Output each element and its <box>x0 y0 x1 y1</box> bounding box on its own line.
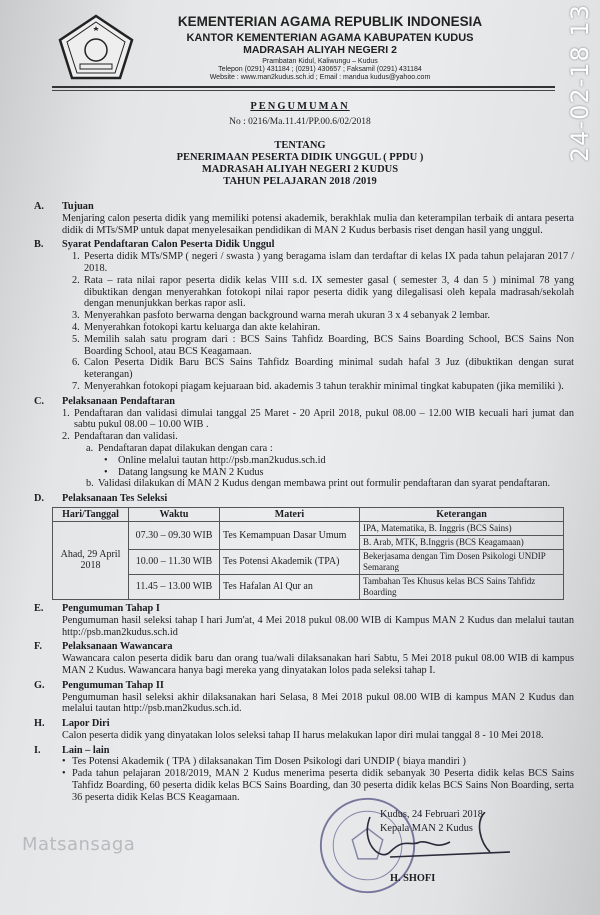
doc-subject-1: PENERIMAAN PESERTA DIDIK UNGGUL ( PPDU ) <box>176 152 424 163</box>
header-web: Website : www.man2kudus.sch.id ; Email : mandua kudus@yahoo.com <box>209 74 431 81</box>
list-item: 2. Rata – rata nilai rapor peserta didik kelas VIII s.d. IX semester gasal ( semester 3, 4 dan 5 ) minimal 78 yang dibuktikan dengan menyerahkan fotokopi nilai rapor peserta didik yang dilegalisasi oleh kepala madrasah/sekolah dengan menunjukkan berkas rapor asli. <box>72 274 574 310</box>
signature-date: Kudus, 24 Februari 2018 <box>380 808 483 820</box>
doc-number: No : 0216/Ma.11.41/PP.00.6/02/2018 <box>229 117 371 127</box>
table-cell-note: Tambahan Tes Khusus kelas BCS Sains Tahfidz Boarding <box>360 574 564 599</box>
section-c <box>34 396 574 490</box>
section-a <box>34 201 574 236</box>
list-item-text: Pendaftaran dan validasi. <box>74 431 178 443</box>
sub-item-text: Pendaftaran dapat dilakukan dengan cara : <box>98 442 273 454</box>
table-row <box>53 549 564 574</box>
bullet-item: • Pada tahun pelajaran 2018/2019, MAN 2 Kudus menerima peserta didik sebanyak 30 Peserta didik kelas BCS Sains Tahfidz Boarding, 60 peserta didik kelas BCS Sains Boarding, dan 30 peserta didik kelas BCS Sains Non Boarding, serta 36 peserta didik Kelas BCS Keagamaan. <box>62 768 574 803</box>
list-item: 5. Memilih salah satu program dari : BCS Sains Tahfidz Boarding, BCS Sains Boarding School, BCS Sains Non Boarding School, atau BCS Keagamaan. <box>72 333 574 357</box>
doc-subject-3: TAHUN PELAJARAN 2018 /2019 <box>223 176 377 187</box>
bullet-item: • Tes Potensi Akademik ( TPA ) dilaksanakan Tim Dosen Psikologi dari UNDIP ( biaya mandiri ) <box>62 756 466 768</box>
table-row <box>53 574 564 599</box>
section-letter: A. <box>34 201 45 212</box>
letterhead-rule-thin <box>52 90 555 91</box>
table-cell-note: B. Arab, MTK, B.Inggris (BCS Keagamaan) <box>360 535 564 549</box>
table-cell-subject: Tes Hafalan Al Qur an <box>220 574 360 599</box>
section-text: Pengumuman hasil seleksi akhir dilaksanakan hari Selasa, 8 Mei 2018 pukul 08.00 WIB di kampus MAN 2 Kudus dan melalui tautan http://psb.man2kudus.sch.id. <box>62 691 574 715</box>
signature-row <box>22 808 574 888</box>
signatory-name: H. SHOFI <box>390 872 436 884</box>
table-cell-time: 10.00 – 11.30 WIB <box>129 549 220 574</box>
section-b <box>34 239 574 392</box>
header-address: Prambatan Kidul, Kaliwungu – Kudus <box>262 58 378 65</box>
link-text[interactable]: Online melalui tautan http://psb.man2kudus.sch.id <box>118 454 326 466</box>
photo-timestamp: 24-02-18 13 <box>566 4 594 163</box>
section-text: Menjaring calon peserta didik yang memiliki potensi akademik, berakhlak mulia dan keterampilan terbaik di antara peserta didik di MTs/SMP untuk dapat menyelesaikan pendidikan di MAN 2 Kudus berbasis riset dengan hasil yang unggul. <box>62 212 574 236</box>
sub-item-a: a. Pendaftaran dapat dilakukan dengan cara : <box>86 442 273 454</box>
watermark: Matsansaga <box>22 833 136 855</box>
column-header: Materi <box>220 507 360 521</box>
header-phone: Telepon (0291) 431184 ; (0291) 430657 ; Faksamil (0291) 431184 <box>218 66 422 73</box>
section-h <box>34 718 574 742</box>
section-letter: C. <box>34 395 45 407</box>
section-d <box>34 493 574 600</box>
document-body <box>22 198 574 888</box>
ministry-logo <box>58 14 134 80</box>
header-line2: KANTOR KEMENTERIAN AGAMA KABUPATEN KUDUS <box>186 32 474 44</box>
table-cell-time: 11.45 – 13.00 WIB <box>129 574 220 599</box>
section-title: Lapor Diri <box>62 718 110 730</box>
list-item: 2. Pendaftaran dan validasi. <box>62 431 574 443</box>
section-letter: F. <box>34 641 42 653</box>
section-text: Pengumuman hasil seleksi tahap I hari Jum'at, 4 Mei 2018 pukul 08.00 WIB di Kampus MAN 2 Kudus dan melalui tautan http://psb.man2kudus.sch.id <box>62 614 574 638</box>
section-letter: D. <box>34 493 45 505</box>
table-cell-note: Bekerjasama dengan Tim Dosen Psikologi UNDIP Semarang <box>360 549 564 574</box>
table-cell-subject: Tes Kemampuan Dasar Umum <box>220 521 360 549</box>
signature-block <box>380 808 560 888</box>
list-item: 6. Calon Peserta Didik Baru BCS Sains Tahfidz Boarding minimal sudah hafal 3 Juz (dibuktikan dengan surat keterangan) <box>72 357 574 381</box>
section-letter: I. <box>34 744 41 756</box>
section-letter: H. <box>34 718 45 730</box>
bullet-text: Tes Potensi Akademik ( TPA ) dilaksanakan Tim Dosen Psikologi dari UNDIP ( biaya mandiri ) <box>72 756 466 768</box>
table-cell-time: 07.30 – 09.30 WIB <box>129 521 220 549</box>
list-item-text: Rata – rata nilai rapor peserta didik kelas VIII s.d. IX semester gasal ( semester 3, 4 dan 5 ) minimal 78 yang dibuktikan dengan menyerahkan fotokopi nilai rapor peserta didik yang dilegalisasi oleh kepala madrasah/sekolah dengan menunjukkan berkas rapor asli. <box>84 274 574 310</box>
sub-item-b: b. Validasi dilakukan di MAN 2 Kudus dengan membawa print out formulir pendaftaran dan syarat pendaftaran. <box>86 478 551 490</box>
list-item: 1. Peserta didik MTs/SMP ( negeri / swasta ) yang beragama islam dan terdaftar di kelas IX pada tahun pelajaran 2017 / 2018. <box>72 251 574 274</box>
list-item-text: Menyerahkan pasfoto berwarna dengan background warna merah ukuran 3 x 4 sebanyak 2 lembar. <box>84 310 491 322</box>
list-item: 1. Pendaftaran dan validasi dimulai tanggal 25 Maret - 20 April 2018, pukul 08.00 – 12.00 WIB kecuali hari jumat dan sabtu pukul 08.00 – 10.00 WIB . <box>62 407 574 431</box>
header-line3: MADRASAH ALIYAH NEGERI 2 <box>243 44 397 56</box>
table-header-row <box>53 507 564 521</box>
sub-item-text: Validasi dilakukan di MAN 2 Kudus dengan membawa print out formulir pendaftaran dan syarat pendaftaran. <box>98 478 551 490</box>
bullet-text: Pada tahun pelajaran 2018/2019, MAN 2 Kudus menerima peserta didik sebanyak 30 Peserta didik kelas BCS Sains Tahfidz Boarding, 60 peserta didik kelas BCS Sains Boarding, dan 30 peserta didik kelas BCS Sains Non Boarding, serta 36 peserta didik Kelas BCS Keagamaan. <box>72 768 574 803</box>
bullet-item: • Online melalui tautan http://psb.man2kudus.sch.id <box>104 454 326 466</box>
column-header: Keterangan <box>360 507 564 521</box>
list-item-text: Peserta didik MTs/SMP ( negeri / swasta ) yang beragama islam dan terdaftar di kelas IX pada tahun pelajaran 2017 / 2018. <box>84 251 574 274</box>
section-letter: B. <box>34 239 44 251</box>
table-cell-subject: Tes Potensi Akademik (TPA) <box>220 549 360 574</box>
list-item-text: Pendaftaran dan validasi dimulai tanggal 25 Maret - 20 April 2018, pukul 08.00 – 12.00 WIB kecuali hari jumat dan sabtu pukul 08.00 – 10.00 WIB . <box>74 407 574 431</box>
section-letter: E. <box>34 602 44 614</box>
section-e <box>34 603 574 638</box>
list-item-text: Calon Peserta Didik Baru BCS Sains Tahfidz Boarding minimal sudah hafal 3 Juz (dibuktikan dengan surat keterangan) <box>84 357 574 381</box>
section-title: Pengumuman Tahap II <box>62 679 164 691</box>
section-title: Pelaksanaan Tes Seleksi <box>62 493 168 505</box>
list-item-text: Menyerahkan fotokopi kartu keluarga dan akte kelahiran. <box>84 321 321 333</box>
bullet-item: • Datang langsung ke MAN 2 Kudus <box>104 466 264 478</box>
column-header: Hari/Tanggal <box>53 507 129 521</box>
list-item-text: Menyerahkan fotokopi piagam kejuaraan bid. akademis 3 tahun terakhir minimal tingkat kabupaten (jika memiliki ). <box>84 380 564 392</box>
section-title: Pelaksanaan Wawancara <box>62 641 173 653</box>
section-title: Pengumuman Tahap I <box>62 602 160 614</box>
section-i <box>34 745 574 804</box>
table-cell-date: Ahad, 29 April 2018 <box>53 521 129 599</box>
doc-tentang: TENTANG <box>274 140 326 151</box>
section-title: Pelaksanaan Pendaftaran <box>62 395 175 407</box>
list-item: 7. Menyerahkan fotokopi piagam kejuaraan bid. akademis 3 tahun terakhir minimal tingkat kabupaten (jika memiliki ). <box>72 381 574 393</box>
list-item-text: Memilih salah satu program dari : BCS Sains Tahfidz Boarding, BCS Sains Boarding School, BCS Sains Non Boarding School, atau BCS Keagamaan. <box>84 333 574 357</box>
table-cell-note: IPA, Matematika, B. Inggris (BCS Sains) <box>360 521 564 535</box>
bullet-text: Datang langsung ke MAN 2 Kudus <box>118 466 264 478</box>
section-text: Calon peserta didik yang dinyatakan lolos seleksi tahap II harus melakukan lapor diri mulai tanggal 8 - 10 Mei 2018. <box>62 729 544 741</box>
section-g <box>34 680 574 715</box>
section-title: Tujuan <box>62 201 94 212</box>
section-title: Syarat Pendaftaran Calon Peserta Didik Unggul <box>62 239 275 251</box>
table-row <box>53 521 564 535</box>
section-letter: G. <box>34 679 45 691</box>
doc-subject-2: MADRASAH ALIYAH NEGERI 2 KUDUS <box>201 164 399 175</box>
section-title: Lain – lain <box>62 744 110 756</box>
section-f <box>34 641 574 676</box>
signature-position: Kepala MAN 2 Kudus <box>380 822 473 834</box>
list-item: 3. Menyerahkan pasfoto berwarna dengan background warna merah ukuran 3 x 4 sebanyak 2 lembar. <box>72 310 574 322</box>
header-line1: KEMENTERIAN AGAMA REPUBLIK INDONESIA <box>177 14 483 29</box>
schedule-table <box>52 507 564 600</box>
letterhead-rule <box>52 86 555 88</box>
column-header: Waktu <box>129 507 220 521</box>
list-item: 4. Menyerahkan fotokopi kartu keluarga dan akte kelahiran. <box>72 322 574 334</box>
section-text: Wawancara calon peserta didik baru dan orang tua/wali dilaksanakan hari Sabtu, 5 Mei 2018 pukul 08.00 WIB di kampus MAN 2 Kudus. Wawancara hanya bagi mereka yang dinyatakan lolos pada seleksi tahap I. <box>62 653 574 676</box>
doc-heading: PENGUMUMAN <box>250 101 350 112</box>
